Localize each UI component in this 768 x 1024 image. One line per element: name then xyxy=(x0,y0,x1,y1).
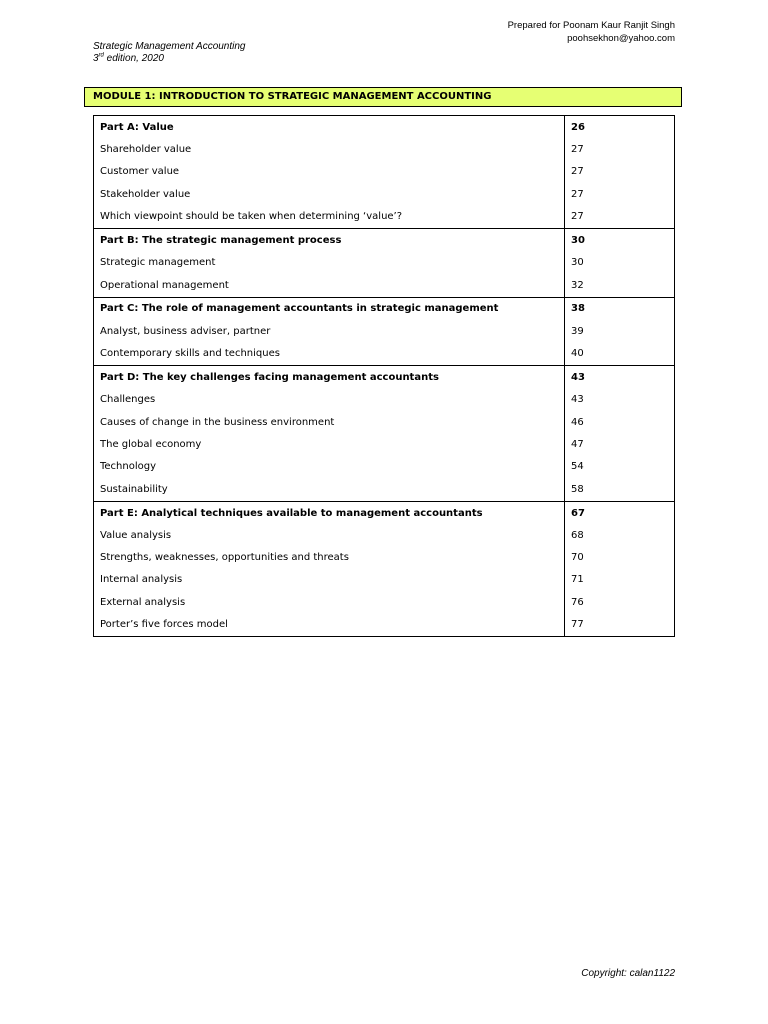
edition-rest: edition, 2020 xyxy=(103,53,164,64)
toc-item-page: 76 xyxy=(571,596,584,608)
toc-item-row xyxy=(94,478,674,501)
toc-item-title: Which viewpoint should be taken when determining ‘value’? xyxy=(94,205,565,228)
toc-item-page: 27 xyxy=(571,188,584,200)
toc-part-title: Part A: Value xyxy=(94,116,565,138)
toc-part-heading-row xyxy=(94,366,674,388)
edition-line xyxy=(93,53,246,65)
toc-item-row xyxy=(94,389,674,411)
toc-item-page: 46 xyxy=(571,416,584,428)
module-title-banner: MODULE 1: INTRODUCTION TO STRATEGIC MANAGEMENT ACCOUNTING xyxy=(84,87,682,107)
toc-item-row xyxy=(94,591,674,613)
toc-item-row xyxy=(94,138,674,160)
toc-item-title: Internal analysis xyxy=(94,569,565,591)
toc-part-page: 30 xyxy=(571,234,585,246)
toc-item-title: The global economy xyxy=(94,433,565,455)
toc-item-row xyxy=(94,205,674,228)
toc-item-page: 39 xyxy=(571,325,584,337)
toc-item-page: 27 xyxy=(571,166,584,178)
toc-part-page: 67 xyxy=(571,507,585,519)
toc-item-row xyxy=(94,183,674,205)
edition-suffix: rd xyxy=(98,52,104,59)
toc-part-title: Part C: The role of management accountants in strategic management xyxy=(94,298,565,320)
toc-part-heading-row xyxy=(94,229,674,251)
toc-part-page: 38 xyxy=(571,303,585,315)
book-info xyxy=(93,41,246,65)
prepared-for-block xyxy=(508,19,675,45)
toc-item-row xyxy=(94,433,674,455)
toc-item-title: Stakeholder value xyxy=(94,183,565,205)
toc-item-page: 68 xyxy=(571,529,584,541)
toc-part-title: Part E: Analytical techniques available to management accountants xyxy=(94,502,565,524)
toc-item-page: 27 xyxy=(571,211,584,223)
toc-part xyxy=(94,365,674,500)
toc-item-page: 32 xyxy=(571,279,584,291)
toc-item-row xyxy=(94,546,674,568)
toc-item-row xyxy=(94,320,674,342)
toc-item-title: Value analysis xyxy=(94,524,565,546)
toc-part xyxy=(94,116,674,228)
toc-item-page: 47 xyxy=(571,438,584,450)
toc-part-heading-row xyxy=(94,502,674,524)
toc-item-row xyxy=(94,251,674,273)
toc-item-page: 77 xyxy=(571,619,584,631)
toc-item-title: Sustainability xyxy=(94,478,565,501)
toc-item-page: 40 xyxy=(571,348,584,360)
toc-item-page: 71 xyxy=(571,574,584,586)
toc-item-row xyxy=(94,524,674,546)
toc-item-row xyxy=(94,274,674,297)
toc-part-page: 43 xyxy=(571,372,585,384)
toc-item-row xyxy=(94,613,674,636)
toc-item-row xyxy=(94,569,674,591)
book-title: Strategic Management Accounting xyxy=(93,41,246,52)
toc-part xyxy=(94,297,674,366)
toc-item-title: Analyst, business adviser, partner xyxy=(94,320,565,342)
toc-item-title: Technology xyxy=(94,456,565,478)
toc-item-page: 27 xyxy=(571,143,584,155)
toc-part-heading-row xyxy=(94,116,674,138)
toc-item-title: Customer value xyxy=(94,161,565,183)
prepared-for-text: Prepared for Poonam Kaur Ranjit Singh xyxy=(507,20,675,31)
toc-item-title: Contemporary skills and techniques xyxy=(94,342,565,365)
toc-item-title: Strategic management xyxy=(94,251,565,273)
toc-item-row xyxy=(94,411,674,433)
toc-part-title: Part B: The strategic management process xyxy=(94,229,565,251)
toc-item-title: Porter’s five forces model xyxy=(94,613,565,636)
toc-item-page: 43 xyxy=(571,394,584,406)
toc-item-row xyxy=(94,161,674,183)
toc-item-page: 30 xyxy=(571,257,584,269)
email-text: poohsekhon@yahoo.com xyxy=(567,33,675,44)
toc-part xyxy=(94,228,674,297)
toc-item-title: Challenges xyxy=(94,389,565,411)
copyright-text: Copyright: calan1122 xyxy=(581,968,675,979)
toc-part xyxy=(94,501,674,636)
toc-part-page: 26 xyxy=(571,121,585,133)
toc-item-title: External analysis xyxy=(94,591,565,613)
toc-item-row xyxy=(94,342,674,365)
toc-item-page: 58 xyxy=(571,483,584,495)
toc-item-page: 54 xyxy=(571,461,584,473)
toc-part-title: Part D: The key challenges facing management accountants xyxy=(94,366,565,388)
toc-item-title: Operational management xyxy=(94,274,565,297)
toc-item-title: Strengths, weaknesses, opportunities and threats xyxy=(94,546,565,568)
edition-number: 3 xyxy=(93,53,99,64)
toc-item-title: Shareholder value xyxy=(94,138,565,160)
toc-item-page: 70 xyxy=(571,552,584,564)
toc-item-title: Causes of change in the business environment xyxy=(94,411,565,433)
toc-item-row xyxy=(94,456,674,478)
table-of-contents xyxy=(93,115,675,637)
toc-part-heading-row xyxy=(94,298,674,320)
